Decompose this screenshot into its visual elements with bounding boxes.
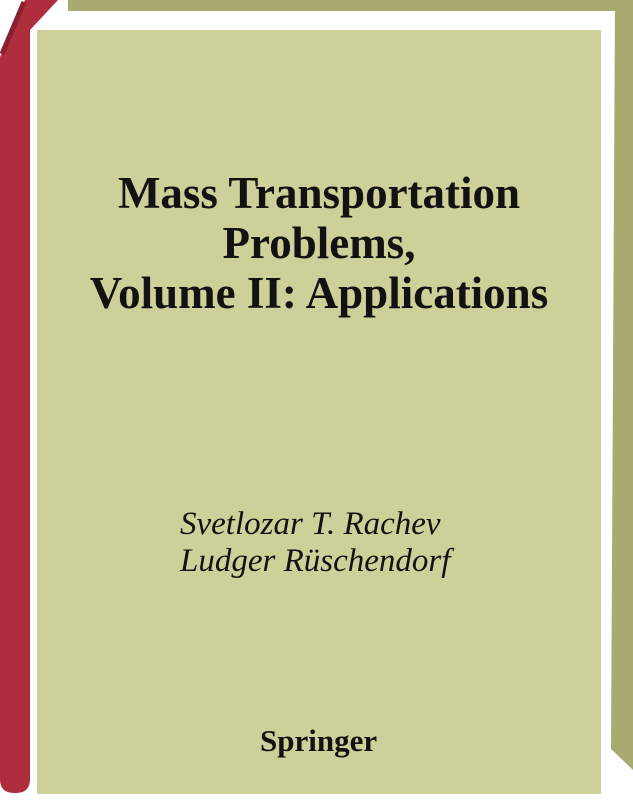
book-right-page-edge [611, 0, 633, 770]
book-top-page-edge [68, 0, 633, 11]
title-line: Volume II: Applications [89, 268, 549, 318]
publisher-logo-text: Springer [260, 723, 378, 758]
title-line: Problems, [222, 218, 416, 268]
book-authors [180, 506, 450, 580]
author-name: Ludger Rüschendorf [180, 543, 451, 579]
title-line: Mass Transportation [117, 168, 521, 218]
author-name: Svetlozar T. Rachev [180, 506, 441, 542]
book-title [37, 168, 601, 318]
book-front-cover [37, 30, 601, 794]
